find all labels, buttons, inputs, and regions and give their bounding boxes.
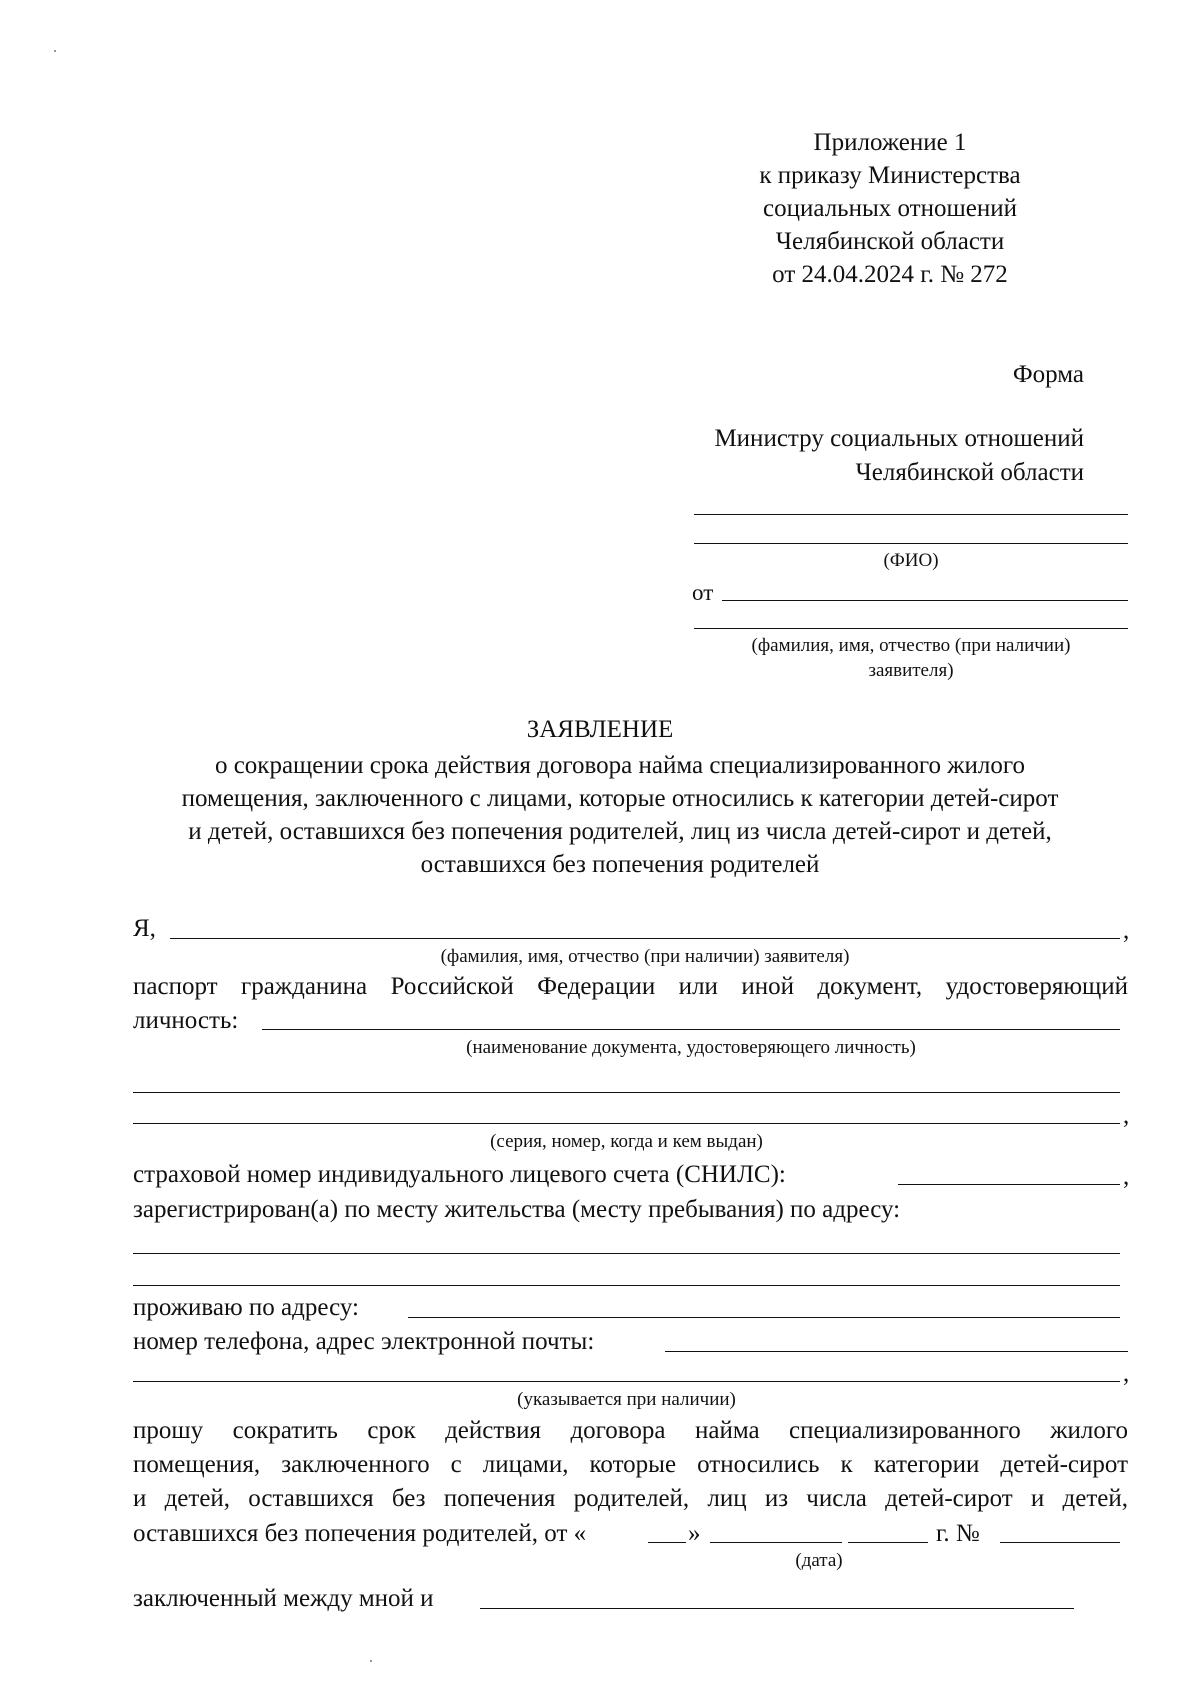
date-caption: (дата) [795, 1550, 843, 1571]
passport-details-field[interactable] [133, 1092, 1120, 1093]
document-subtitle [100, 749, 1140, 881]
comma: , [1123, 1102, 1130, 1129]
identity-document-field[interactable] [262, 1029, 1120, 1030]
scan-speck [370, 1660, 372, 1662]
request-line: и детей, оставшихся без попечения родителей, лиц из числа детей-сирот и детей, [133, 1485, 1128, 1512]
applicant-fio-field[interactable] [694, 628, 1128, 629]
series-caption: (серия, номер, когда и кем выдан) [490, 1131, 763, 1152]
identity-label: личность: [133, 1007, 239, 1034]
passport-line: паспорт гражданина Российской Федерации или иной документ, удостоверяющий [133, 973, 1128, 1000]
phone-label: номер телефона, адрес электронной почты: [133, 1328, 595, 1355]
i-label: Я, [133, 915, 156, 942]
optional-caption: (указывается при наличии) [517, 1389, 736, 1410]
registration-address-field[interactable] [133, 1285, 1120, 1286]
addressee-line: Челябинской области [855, 459, 1084, 486]
residing-address-field[interactable] [408, 1317, 1120, 1318]
applicant-caption: заявителя) [868, 660, 954, 681]
applicant-name-field[interactable] [170, 938, 1120, 939]
fio-caption: (ФИО) [883, 550, 939, 571]
subtitle-line: помещения, заключенного с лицами, которые относились к категории детей-сирот [181, 785, 1059, 812]
request-line: прошу сократить срок действия договора найма специализированного жилого [133, 1417, 1128, 1444]
snils-label: страховой номер индивидуального лицевого счета (СНИЛС): [133, 1161, 786, 1188]
appendix-line: к приказу Министерства [759, 162, 1021, 189]
comma: , [1123, 1360, 1130, 1387]
appendix-block [700, 126, 1080, 291]
contract-number-field[interactable] [1000, 1542, 1120, 1543]
appendix-line: социальных отношений [763, 195, 1017, 222]
concluded-label: заключенный между мной и [133, 1585, 434, 1612]
phone-email-field[interactable] [133, 1381, 1120, 1382]
registration-address-field[interactable] [133, 1253, 1120, 1254]
minister-fio-field[interactable] [694, 514, 1128, 515]
request-line: оставшихся без попечения родителей, от « [133, 1520, 587, 1547]
contract-month-field[interactable] [710, 1542, 842, 1543]
form-label: Форма [1012, 361, 1084, 388]
appendix-line: от 24.04.2024 г. № 272 [772, 261, 1008, 288]
quote-close: » [688, 1520, 701, 1547]
document-title: ЗАЯВЛЕНИЕ [526, 716, 674, 743]
appendix-line: Приложение 1 [813, 129, 967, 156]
subtitle-line: о сокращении срока действия договора найма специализированного жилого [214, 752, 1026, 779]
phone-email-field[interactable] [665, 1351, 1128, 1352]
snils-field[interactable] [898, 1184, 1120, 1185]
from-label: от [692, 580, 714, 605]
contract-year-field[interactable] [848, 1542, 928, 1543]
subtitle-line: и детей, оставшихся без попечения родителей, лиц из числа детей-сирот и детей, [188, 818, 1052, 845]
passport-details-field[interactable] [133, 1123, 1120, 1124]
residing-label: проживаю по адресу: [133, 1294, 359, 1321]
applicant-fio-field[interactable] [722, 600, 1128, 601]
scan-speck [54, 50, 56, 52]
registered-label: зарегистрирован(а) по месту жительства (месту пребывания) по адресу: [133, 1196, 901, 1223]
comma: , [1123, 917, 1130, 944]
counterparty-field[interactable] [480, 1608, 1074, 1609]
request-line: помещения, заключенного с лицами, которые относились к категории детей-сирот [133, 1451, 1128, 1478]
contract-day-field[interactable] [648, 1542, 686, 1543]
name-caption: (фамилия, имя, отчество (при наличии) заявителя) [440, 946, 850, 967]
subtitle-line: оставшихся без попечения родителей [420, 851, 820, 878]
comma: , [1123, 1163, 1130, 1190]
doc-caption: (наименование документа, удостоверяющего личность) [466, 1037, 916, 1058]
appendix-line: Челябинской области [775, 228, 1005, 255]
year-number-label: г. № [936, 1520, 980, 1547]
applicant-caption: (фамилия, имя, отчество (при наличии) [751, 635, 1071, 656]
minister-fio-field[interactable] [694, 543, 1128, 544]
addressee-line: Министру социальных отношений [714, 425, 1084, 452]
